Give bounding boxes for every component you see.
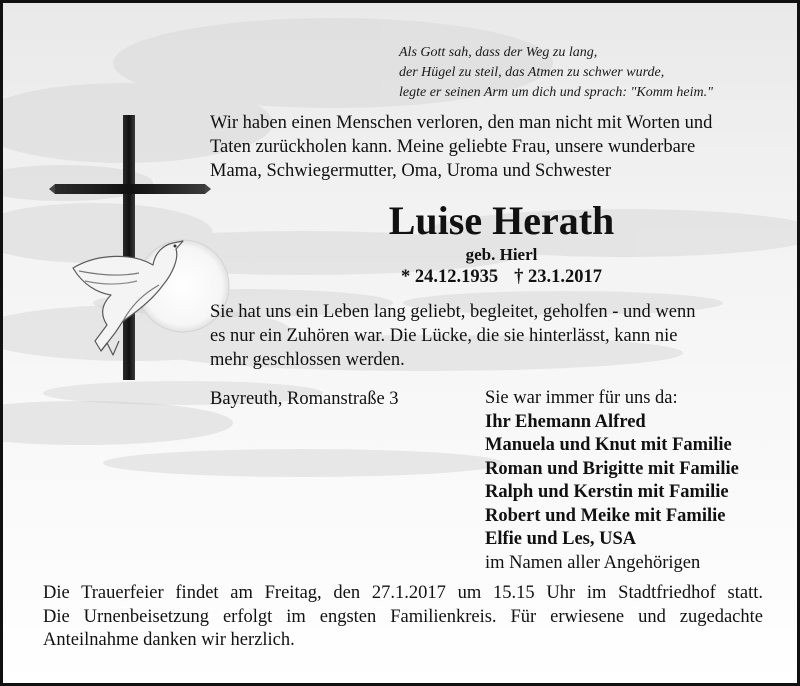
closing-line: Anteilnahme danken wir herzlich. xyxy=(43,630,295,650)
closing-text xyxy=(43,582,763,653)
mourners-list xyxy=(485,387,795,575)
intro-text xyxy=(210,111,785,183)
motto-line: der Hügel zu steil, das Atmen zu schwer wurde, xyxy=(399,65,665,80)
intro-line: Mama, Schwiegermutter, Oma, Uroma und Schwester xyxy=(210,161,612,181)
mourner-name: Roman und Brigitte mit Familie xyxy=(485,458,739,479)
mourner-name: Ralph und Kerstin mit Familie xyxy=(485,482,729,502)
mourner-name: Robert und Meike mit Familie xyxy=(485,505,726,526)
mourner-name: Manuela und Knut mit Familie xyxy=(485,435,732,455)
intro-line: Taten zurückholen kann. Meine geliebte Frau, unsere wunderbare xyxy=(210,137,696,157)
mourners-intro: Sie war immer für uns da: xyxy=(485,388,678,408)
mourner-name: Elfie und Les, USA xyxy=(485,529,637,549)
motto-line: Als Gott sah, dass der Weg zu lang, xyxy=(399,45,598,60)
tribute-text xyxy=(210,300,785,372)
closing-line: Die Trauerfeier findet am Freitag, den 27.1.2017 um 15.15 Uhr im Stadtfriedhof statt. xyxy=(43,583,763,603)
death-date: † 23.1.2017 xyxy=(514,267,602,287)
intro-line: Wir haben einen Menschen verloren, den man nicht mit Worten und xyxy=(210,113,713,133)
mourner-name: Ihr Ehemann Alfred xyxy=(485,411,646,432)
life-dates xyxy=(210,265,785,289)
tribute-line: es nur ein Zuhören war. Die Lücke, die sie hinterlässt, kann nie xyxy=(210,326,678,346)
tribute-line: mehr geschlossen werden. xyxy=(210,350,405,370)
motto-line: legte er seinen Arm um dich und sprach: "Komm heim." xyxy=(399,85,714,100)
address: Bayreuth, Romanstraße 3 xyxy=(210,389,399,409)
tribute-line: Sie hat uns ein Leben lang geliebt, begleitet, geholfen - und wenn xyxy=(210,302,696,322)
motto-poem xyxy=(399,43,789,103)
maiden-name: geb. Hierl xyxy=(465,245,538,264)
closing-line: Die Urnenbeisetzung erfolgt im engsten Familienkreis. Für erwiesene und zugedachte xyxy=(43,606,763,627)
deceased-name: Luise Herath xyxy=(388,198,615,243)
birth-date: * 24.12.1935 xyxy=(401,267,499,287)
mourners-outro: im Namen aller Angehörigen xyxy=(485,552,701,573)
